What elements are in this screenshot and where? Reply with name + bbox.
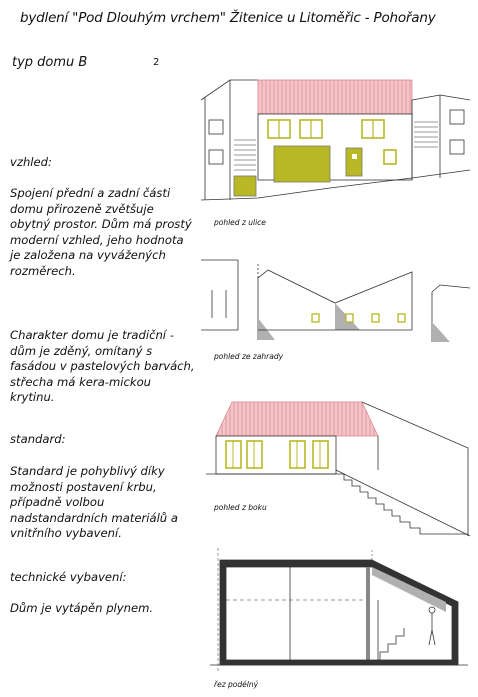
drawing-caption-garden: pohled ze zahrady xyxy=(214,352,284,361)
longitudinal-section-drawing xyxy=(210,548,468,672)
page-number: 2 xyxy=(153,57,160,68)
section-heading-technical: technické vybavení: xyxy=(10,570,127,584)
garden-view-drawing xyxy=(201,260,470,342)
drawing-caption-section: řez podélný xyxy=(214,680,259,689)
standard-paragraph: Standard je pohyblivý díky možnosti postavení krbu, případně volbou nadstandardních materiálů a vnitřního vybavení. xyxy=(10,464,178,541)
side-view-drawing xyxy=(206,402,470,536)
page-title: bydlení "Pod Dlouhým vrchem" Žitenice u Litoměřic - Pohořany xyxy=(20,10,436,26)
appearance-paragraph-1: Spojení přední a zadní části domu přirozeně zvětšuje obytný prostor. Dům má prostý moderní vzhled, jeho hodnota je založena na vyvážených rozměrech. xyxy=(10,186,192,278)
section-heading-standard: standard: xyxy=(10,432,66,446)
house-type-label: typ domu B xyxy=(12,55,88,70)
appearance-paragraph-2: Charakter domu je tradiční - dům je zděný, omítaný s fasádou v pastelových barvách, střecha má kera-mickou krytinu. xyxy=(10,328,195,405)
drawing-caption-street: pohled z ulice xyxy=(214,218,266,227)
section-heading-appearance: vzhled: xyxy=(10,155,52,169)
technical-paragraph: Dům je vytápěn plynem. xyxy=(10,601,154,615)
drawing-caption-side: pohled z boku xyxy=(214,503,267,512)
street-view-drawing xyxy=(201,80,470,200)
